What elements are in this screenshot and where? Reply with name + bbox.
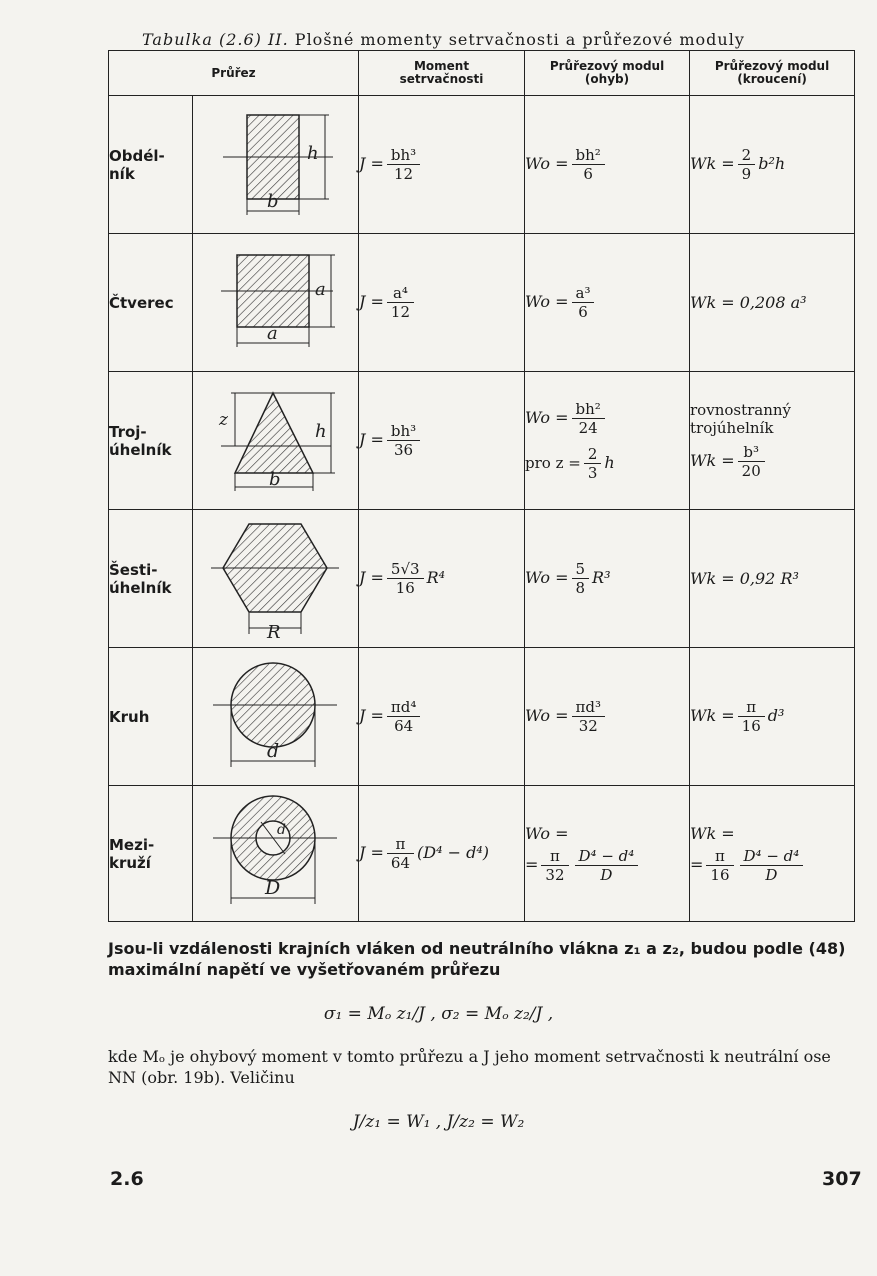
table-row-ctverec: [109, 234, 855, 372]
torsion-modulus-cell: Wk = $\frac{2}{9}$ b²h: [690, 96, 855, 234]
header-row: [109, 51, 855, 96]
row-name: Troj- úhelník: [109, 372, 193, 510]
row-name: Kruh: [109, 648, 193, 786]
header-moment: Moment setrvačnosti: [359, 51, 525, 96]
caption-number: Tabulka (2.6) II.: [142, 30, 289, 49]
torsion-modulus-cell: Wk = $\frac{\pi}{16}$ d³: [690, 648, 855, 786]
bending-modulus-cell: Wo = $\frac{\text{bh²}}{6}$: [525, 96, 690, 234]
caption-title: Plošné momenty setrvačnosti a průřezové moduly: [294, 30, 745, 49]
row-name: Šesti- úhelník: [109, 510, 193, 648]
svg-text:d: d: [266, 739, 279, 762]
svg-text:b: b: [266, 190, 279, 212]
svg-text:a: a: [266, 322, 278, 344]
moment-cell: J = $\frac{\pi}{64}$ (D⁴ − d⁴): [359, 786, 525, 922]
table-row-obdelnik: [109, 96, 855, 234]
square-figure: [193, 234, 359, 372]
moment-cell: J = $\frac{\text{πd⁴}}{64}$: [359, 648, 525, 786]
page-number: 307: [822, 1168, 862, 1190]
table-caption: [142, 30, 832, 49]
bending-modulus-cell: Wo = $\frac{\text{bh²}}{24}$ pro z = $\frac{2}{3}$ h: [525, 372, 690, 510]
torsion-modulus-cell: Wk = 0,208 a³: [690, 234, 855, 372]
row-name: Mezi- kruží: [109, 786, 193, 922]
rectangle-figure: [193, 96, 359, 234]
svg-text:R: R: [266, 621, 281, 642]
svg-text:h: h: [306, 142, 319, 164]
bending-modulus-cell: Wo = $\frac{\text{a³}}{6}$: [525, 234, 690, 372]
moment-cell: J = $\frac{\text{bh³}}{12}$: [359, 96, 525, 234]
svg-text:d: d: [276, 821, 286, 838]
table-row-sestiuhelnik: [109, 510, 855, 648]
svg-text:b: b: [268, 468, 281, 490]
table-row-kruh: [109, 648, 855, 786]
header-ohyb: Průřezový modul (ohyb): [525, 51, 690, 96]
moment-cell: J = $\frac{5√3}{16}$ R⁴: [359, 510, 525, 648]
row-name: Obdél- ník: [109, 96, 193, 234]
header-krouceni: Průřezový modul (kroucení): [690, 51, 855, 96]
svg-text:h: h: [314, 420, 327, 442]
svg-text:a: a: [314, 278, 326, 300]
torsion-modulus-cell: Wk = = $\frac{\pi}{16}$ $\frac{\text{D⁴ − d⁴}}{D}$: [690, 786, 855, 922]
circle-figure: [193, 648, 359, 786]
svg-text:D: D: [264, 876, 280, 899]
equation-2: J/z₁ = W₁ , J/z₂ = W₂: [352, 1112, 525, 1132]
moment-cell: J = $\frac{\text{a⁴}}{12}$: [359, 234, 525, 372]
hexagon-figure: [193, 510, 359, 648]
bending-modulus-cell: Wo = = $\frac{\pi}{32}$ $\frac{\text{D⁴ − d⁴}}{D}$: [525, 786, 690, 922]
section-number: 2.6: [110, 1168, 144, 1190]
header-prurez: Průřez: [109, 51, 359, 96]
table-row-mezikruzi: [109, 786, 855, 922]
row-name: Čtverec: [109, 234, 193, 372]
equation-1: σ₁ = Mₒ z₁/J , σ₂ = Mₒ z₂/J ,: [323, 1004, 554, 1024]
bending-modulus-cell: Wo = $\frac{5}{8}$ R³: [525, 510, 690, 648]
bending-modulus-cell: Wo = $\frac{\text{πd³}}{32}$: [525, 648, 690, 786]
torsion-modulus-cell: rovnostranný trojúhelník Wk = $\frac{\text{b³}}{20}$: [690, 372, 855, 510]
annulus-figure: [193, 786, 359, 922]
moment-cell: J = $\frac{\text{bh³}}{36}$: [359, 372, 525, 510]
moments-table: [108, 50, 855, 922]
paragraph-2: kde Mₒ je ohybový moment v tomto průřezu a J jeho moment setrvačnosti k neutrální ose NN (obr. 19b). Veličinu: [108, 1047, 831, 1087]
paragraph-1: Jsou-li vzdálenosti krajních vláken od neutrálního vlákna z₁ a z₂, budou podle (48) maximální napětí ve vyšetřovaném průřezu: [108, 939, 846, 979]
torsion-modulus-cell: Wk = 0,92 R³: [690, 510, 855, 648]
table-row-trojuhelnik: [109, 372, 855, 510]
svg-text:z: z: [218, 409, 228, 430]
triangle-figure: [193, 372, 359, 510]
